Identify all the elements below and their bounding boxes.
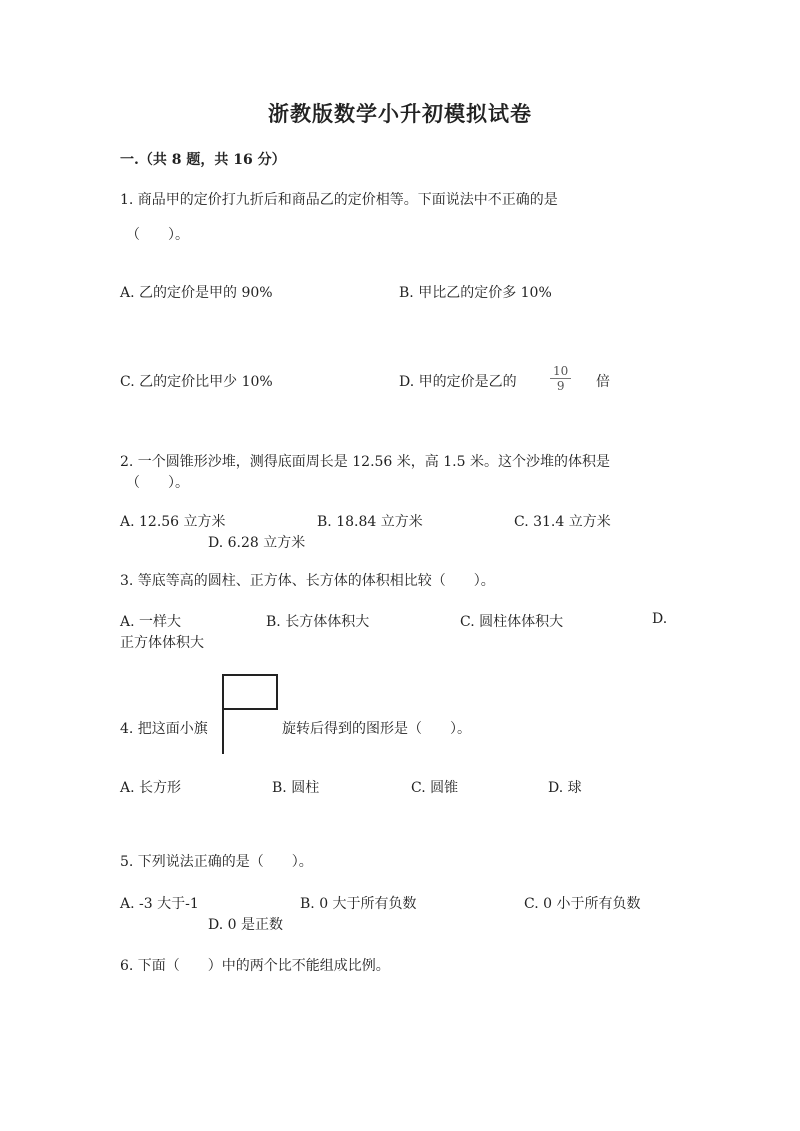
- q2-option-b: B. 18.84 立方米: [317, 514, 423, 530]
- q1-stem: 1. 商品甲的定价打九折后和商品乙的定价相等。下面说法中不正确的是: [120, 192, 558, 208]
- q6-stem: 6. 下面（ ）中的两个比不能组成比例。: [120, 958, 390, 974]
- q1-blank: （ ）。: [126, 227, 189, 243]
- q3-option-d: D.: [652, 611, 668, 627]
- q4-option-a: A. 长方形: [120, 780, 182, 796]
- q3-option-c: C. 圆柱体体积大: [460, 614, 564, 630]
- section-heading: 一.（共 8 题，共 16 分）: [120, 152, 286, 168]
- q4-stem-before: 4. 把这面小旗: [120, 721, 208, 737]
- q5-option-d: D. 0 是正数: [208, 917, 283, 933]
- q3-option-b: B. 长方体体积大: [266, 614, 370, 630]
- q5-option-c: C. 0 小于所有负数: [524, 896, 641, 912]
- q4-stem-after: 旋转后得到的图形是（ ）。: [282, 721, 471, 737]
- q1-fraction: [550, 364, 571, 393]
- q2-stem: 2. 一个圆锥形沙堆，测得底面周长是 12.56 米，高 1.5 米。这个沙堆的体积是: [120, 454, 610, 470]
- q2-option-d: D. 6.28 立方米: [208, 535, 306, 551]
- q1-option-c: C. 乙的定价比甲少 10%: [120, 374, 273, 390]
- q1-option-a: A. 乙的定价是甲的 90%: [120, 285, 273, 301]
- q1-option-d: [399, 371, 517, 391]
- q5-option-a: A. -3 大于-1: [120, 896, 199, 912]
- q5-option-b: B. 0 大于所有负数: [300, 896, 417, 912]
- q1-option-b: B. 甲比乙的定价多 10%: [399, 285, 552, 301]
- q5-stem: 5. 下列说法正确的是（ ）。: [120, 854, 313, 870]
- q1-option-d-suffix: 倍: [596, 374, 610, 390]
- flag-figure: [220, 673, 280, 755]
- q3-option-a: A. 一样大: [120, 614, 182, 630]
- q2-option-c: C. 31.4 立方米: [514, 514, 611, 530]
- q4-option-d: D. 球: [548, 780, 582, 796]
- q1-fraction-denominator: 9: [556, 379, 565, 393]
- flag-cloth: [223, 675, 277, 709]
- q1-option-d-prefix: D. 甲的定价是乙的: [399, 374, 517, 390]
- q3-option-d-continued: 正方体体积大: [120, 635, 204, 651]
- q4-option-c: C. 圆锥: [411, 780, 459, 796]
- q1-fraction-numerator: 10: [550, 364, 571, 379]
- q4-option-b: B. 圆柱: [272, 780, 320, 796]
- q3-stem: 3. 等底等高的圆柱、正方体、长方体的体积相比较（ ）。: [120, 573, 495, 589]
- q2-blank: （ ）。: [126, 475, 189, 491]
- q2-option-a: A. 12.56 立方米: [120, 514, 226, 530]
- page-title: 浙教版数学小升初模拟试卷: [268, 101, 532, 126]
